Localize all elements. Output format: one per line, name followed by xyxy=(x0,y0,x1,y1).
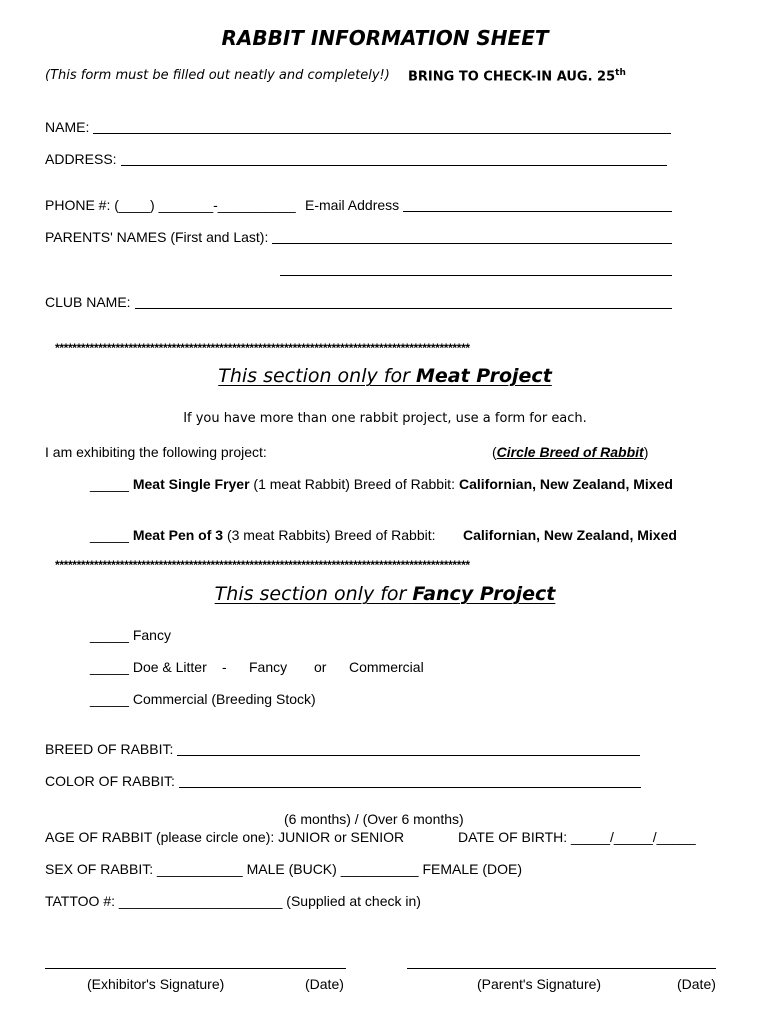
age-field[interactable]: AGE OF RABBIT (please circle one): JUNIOR or SENIOR xyxy=(45,829,405,845)
fancy-heading-bold: Fancy Project xyxy=(412,583,556,605)
fancy-option[interactable] xyxy=(90,627,171,643)
circle-breed-text: Circle Breed of Rabbit xyxy=(496,444,644,460)
fryer-breeds[interactable]: Californian, New Zealand, Mixed xyxy=(459,476,673,492)
parent-signature-label: (Parent's Signature) xyxy=(477,976,602,992)
meat-fryer-option[interactable] xyxy=(90,476,455,492)
color-field[interactable] xyxy=(179,787,641,788)
doe-blank: _____ xyxy=(90,659,129,675)
doe-or: or xyxy=(314,659,327,675)
doe-label: Doe & Litter xyxy=(132,659,207,675)
fancy-heading-prefix: This section only for xyxy=(214,583,413,605)
doe-commercial[interactable]: Commercial xyxy=(349,659,424,675)
fancy-blank: _____ xyxy=(90,627,129,643)
circle-open: ( xyxy=(492,444,497,460)
divider-stars-2: ************************************************************************************************ xyxy=(55,558,470,572)
fancy-section-heading xyxy=(0,583,770,605)
breed-label: BREED OF RABBIT: xyxy=(45,741,174,757)
divider-stars: ************************************************************************************************ xyxy=(55,341,470,355)
parent-signature-line[interactable] xyxy=(407,968,716,969)
doe-fancy[interactable]: Fancy xyxy=(249,659,288,675)
meat-note: If you have more than one rabbit project, use a form for each. xyxy=(183,411,587,426)
commercial-label: Commercial (Breeding Stock) xyxy=(132,691,316,707)
check-in-text: BRING TO CHECK-IN AUG. 25 xyxy=(408,69,616,85)
address-label: ADDRESS: xyxy=(45,151,117,167)
meat-pen-option[interactable] xyxy=(90,527,436,543)
meat-section-heading xyxy=(0,365,770,387)
page-title: RABBIT INFORMATION SHEET xyxy=(221,26,549,50)
email-label: E-mail Address xyxy=(305,197,400,213)
check-in-notice xyxy=(408,68,626,84)
doe-litter-option[interactable] xyxy=(90,659,207,675)
dob-field[interactable]: DATE OF BIRTH: _____/_____/_____ xyxy=(458,829,696,845)
commercial-option[interactable] xyxy=(90,691,316,707)
exhibitor-date-label: (Date) xyxy=(305,976,344,992)
circle-breed-note xyxy=(492,444,648,460)
pen-blank: _____ xyxy=(90,527,129,543)
pen-label: Meat Pen of 3 xyxy=(132,527,224,543)
fryer-blank: _____ xyxy=(90,476,129,492)
club-field[interactable] xyxy=(135,308,672,309)
meat-heading-prefix: This section only for xyxy=(218,365,416,387)
fryer-desc: (1 meat Rabbit) Breed of Rabbit: xyxy=(249,476,455,492)
club-label: CLUB NAME: xyxy=(45,294,131,310)
address-field[interactable] xyxy=(121,165,667,166)
name-label: NAME: xyxy=(45,119,90,135)
parents-field[interactable] xyxy=(272,243,672,244)
tattoo-field[interactable]: TATTOO #: _____________________ (Supplied at check in) xyxy=(45,893,421,909)
form-instructions: (This form must be filled out neatly and completely!) xyxy=(45,68,390,83)
circle-close: ) xyxy=(643,444,649,460)
phone-label: PHONE #: (____) _______-__________ xyxy=(45,197,296,213)
name-field[interactable] xyxy=(93,133,671,134)
age-months-note: (6 months) / (Over 6 months) xyxy=(284,811,464,827)
commercial-blank: _____ xyxy=(90,691,129,707)
fancy-label: Fancy xyxy=(132,627,171,643)
parents-field-2[interactable] xyxy=(280,275,672,276)
exhibitor-signature-label: (Exhibitor's Signature) xyxy=(87,976,225,992)
pen-desc: (3 meat Rabbits) Breed of Rabbit: xyxy=(223,527,436,543)
exhibitor-signature-line[interactable] xyxy=(45,968,346,969)
check-in-sup: th xyxy=(615,68,626,78)
sex-field[interactable]: SEX OF RABBIT: ___________ MALE (BUCK) __________ FEMALE (DOE) xyxy=(45,861,523,877)
exhibiting-label: I am exhibiting the following project: xyxy=(45,444,267,460)
fryer-label: Meat Single Fryer xyxy=(132,476,250,492)
parent-date-label: (Date) xyxy=(677,976,716,992)
parents-label: PARENTS' NAMES (First and Last): xyxy=(45,229,269,245)
doe-dash: - xyxy=(222,659,227,675)
pen-breeds[interactable]: Californian, New Zealand, Mixed xyxy=(463,527,677,543)
breed-field[interactable] xyxy=(177,755,640,756)
meat-heading-bold: Meat Project xyxy=(415,365,552,387)
email-field[interactable] xyxy=(403,211,672,212)
color-label: COLOR OF RABBIT: xyxy=(45,773,175,789)
